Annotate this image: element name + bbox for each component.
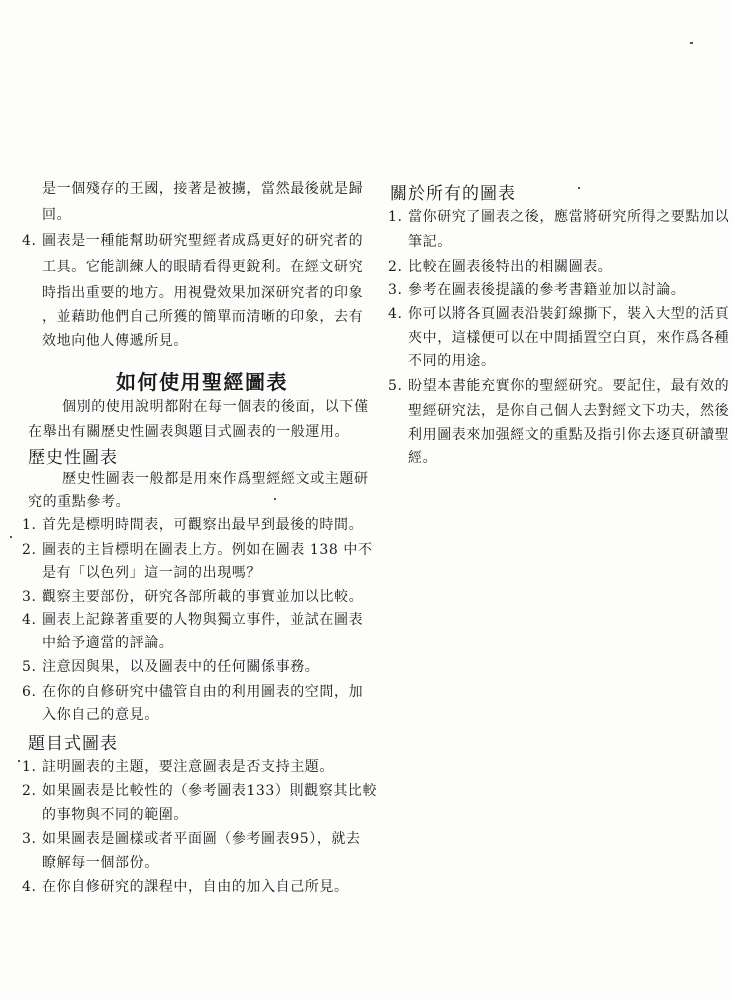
historical-item-number: 6.	[22, 684, 37, 700]
section-title: 如何使用聖經圖表	[116, 370, 288, 394]
all-charts-item-number: 3.	[388, 282, 403, 298]
topical-item-number: 3.	[22, 831, 37, 847]
point4-number: 4.	[22, 233, 37, 249]
topical-heading: 題目式圖表	[28, 734, 118, 754]
historical-item-line: 是有「以色列」這一詞的出現嗎？	[42, 565, 261, 581]
topical-item-line: 註明圖表的主題，要注意圖表是否支持主題。	[42, 759, 334, 775]
point4-line: ，並藉助他們自己所獲的簡單而清晰的印象，去有	[42, 309, 364, 325]
point4-line: 效地向他人傳遞所見。	[42, 333, 188, 349]
all-charts-item-number: 5.	[388, 378, 403, 394]
topical-item-number: 4.	[22, 879, 37, 895]
historical-item-line: 圖表上記錄著重要的人物與獨立事件，並試在圖表	[42, 612, 364, 628]
all-charts-item-number: 1.	[388, 209, 403, 225]
scan-speck	[578, 187, 580, 189]
historical-item-number: 5.	[22, 659, 37, 675]
intro-line: 回。	[42, 207, 72, 223]
section-intro-line: 個別的使用說明都附在每一個表的後面，以下僅	[62, 399, 369, 415]
historical-intro-line: 究的重點參考。	[28, 494, 131, 510]
all-charts-item-line: 聖經研究法，是你自己個人去對經文下功夫，然後	[408, 403, 730, 419]
topical-item-line: 在你自修研究的課程中，自由的加入自己所見。	[42, 879, 349, 895]
all-charts-item-line: 不同的用途。	[408, 353, 496, 369]
all-charts-item-line: 夾中，這樣便可以在中間插置空白頁，來作爲各種	[408, 330, 730, 346]
topical-item-line: 如果圖表是比較性的（參考圖表133）則觀察其比較	[42, 783, 378, 799]
historical-item-number: 1.	[22, 517, 37, 533]
topical-item-number: 2.	[22, 783, 37, 799]
historical-heading: 歷史性圖表	[28, 448, 118, 468]
historical-item-number: 4.	[22, 612, 37, 628]
scan-speck	[274, 498, 276, 500]
topical-item-line: 如果圖表是圖樣或者平面圖（參考圖表95），就去	[42, 831, 361, 847]
historical-item-line: 注意因與果，以及圖表中的任何關係事務。	[42, 659, 320, 675]
all-charts-item-line: 參考在圖表後提議的參考書籍並加以討論。	[408, 282, 686, 298]
historical-item-line: 觀察主要部份，研究各部所載的事實並加以比較。	[42, 589, 364, 605]
topical-item-number: 1.	[22, 759, 37, 775]
scan-speck	[690, 42, 693, 44]
all-charts-item-line: 你可以將各頁圖表沿裝釘線撕下，裝入大型的活頁	[408, 306, 730, 322]
all-charts-item-number: 4.	[388, 306, 403, 322]
all-charts-item-line: 經。	[408, 450, 438, 466]
all-charts-item-line: 利用圖表來加强經文的重點及指引你去逐頁研讀聖	[408, 427, 730, 443]
point4-line: 圖表是一種能幫助研究聖經者成爲更好的研究者的	[42, 233, 364, 249]
historical-item-line: 首先是標明時間表，可觀察出最早到最後的時間。	[42, 517, 364, 533]
historical-item-number: 3.	[22, 589, 37, 605]
historical-item-line: 中給予適當的評論。	[42, 635, 174, 651]
all-charts-item-line: 盼望本書能充實你的聖經研究。要記住，最有效的	[408, 378, 730, 394]
point4-line: 工具。它能訓練人的眼睛看得更銳利。在經文研究	[42, 259, 364, 275]
scan-speck	[10, 536, 12, 538]
intro-line: 是一個殘存的王國，接著是被擄，當然最後就是歸	[42, 181, 364, 197]
point4-line: 時指出重要的地方。用視覺效果加深研究者的印象	[42, 285, 364, 301]
historical-item-number: 2.	[22, 542, 37, 558]
all-charts-item-line: 當你研究了圖表之後，應當將研究所得之要點加以	[408, 209, 730, 225]
all-charts-item-line: 筆記。	[408, 234, 452, 250]
historical-intro-line: 歷史性圖表一般都是用來作爲聖經經文或主題研	[62, 471, 369, 487]
all-charts-item-number: 2.	[388, 259, 403, 275]
historical-item-line: 在你的自修研究中儘管自由的利用圖表的空間，加	[42, 684, 364, 700]
historical-item-line: 入你自己的意見。	[42, 707, 159, 723]
all-charts-item-line: 比較在圖表後特出的相關圖表。	[408, 259, 613, 275]
topical-item-line: 瞭解每一個部份。	[42, 855, 159, 871]
scan-speck	[18, 760, 20, 762]
all-charts-heading: 關於所有的圖表	[390, 184, 516, 204]
historical-item-line: 圖表的主旨標明在圖表上方。例如在圖表 138 中不	[42, 542, 373, 558]
section-intro-line: 在舉出有關歷史性圖表與題目式圖表的一般運用。	[28, 424, 350, 440]
topical-item-line: 的事物與不同的範圍。	[42, 807, 188, 823]
